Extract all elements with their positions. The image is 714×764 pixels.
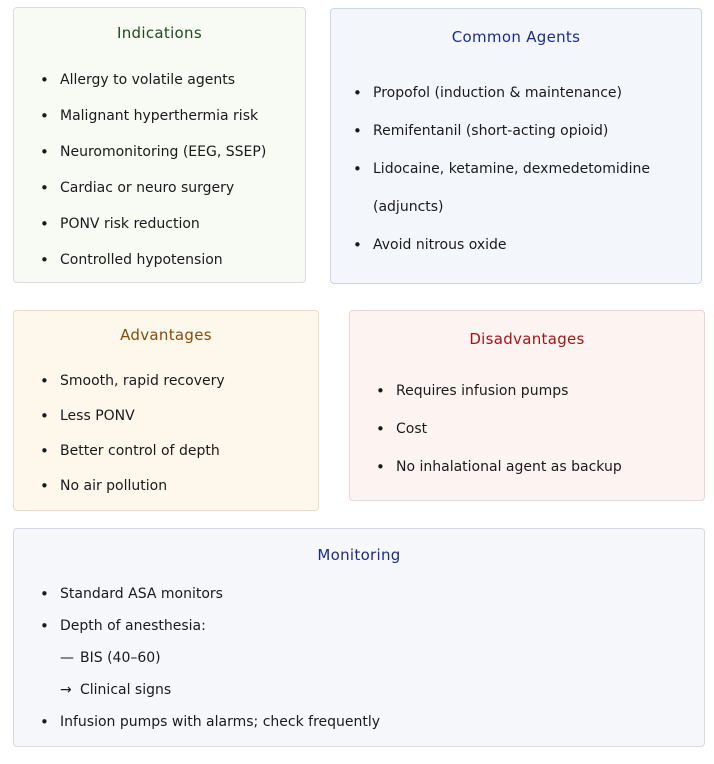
advantages-panel [13, 310, 319, 511]
list-item: • Neuromonitoring (EEG, SSEP) [36, 134, 305, 170]
common-agents-title: Common Agents [451, 28, 581, 46]
dash-marker: — [60, 650, 74, 666]
list-item: • Avoid nitrous oxide [349, 226, 701, 264]
disadvantages-list [350, 372, 704, 486]
disadvantages-title: Disadvantages [469, 330, 585, 348]
list-item: • Cost [372, 410, 704, 448]
list-item: • Infusion pumps with alarms; check frequently [36, 706, 704, 738]
list-item: • Allergy to volatile agents [36, 62, 305, 98]
list-item: • No air pollution [36, 469, 318, 504]
list-item: • Lidocaine, ketamine, dexmedetomidine (adjuncts) [349, 150, 701, 226]
sub-list-item [36, 674, 704, 706]
arrow-marker: → [60, 682, 72, 698]
list-item: • Controlled hypotension [36, 242, 305, 278]
monitoring-list [14, 578, 704, 738]
common-agents-panel [330, 8, 702, 284]
list-item: • No inhalational agent as backup [372, 448, 704, 486]
common-agents-list [331, 74, 701, 264]
indications-title: Indications [117, 24, 202, 42]
list-item: • Smooth, rapid recovery [36, 364, 318, 399]
sub-item-label: BIS (40–60) [80, 650, 161, 666]
list-item: • Less PONV [36, 399, 318, 434]
list-item: • PONV risk reduction [36, 206, 305, 242]
list-item: • Standard ASA monitors [36, 578, 704, 610]
indications-list [14, 62, 305, 278]
list-item: • Remifentanil (short-acting opioid) [349, 112, 701, 150]
list-item: • Depth of anesthesia: [36, 610, 704, 642]
disadvantages-panel [349, 310, 705, 501]
list-item: • Better control of depth [36, 434, 318, 469]
advantages-list [14, 364, 318, 504]
monitoring-panel [13, 528, 705, 747]
advantages-title: Advantages [120, 326, 212, 344]
list-item: • Propofol (induction & maintenance) [349, 74, 701, 112]
sub-item-label: Clinical signs [80, 682, 172, 698]
list-item: • Requires infusion pumps [372, 372, 704, 410]
indications-panel [13, 7, 306, 283]
list-item: • Cardiac or neuro surgery [36, 170, 305, 206]
list-item: • Malignant hyperthermia risk [36, 98, 305, 134]
monitoring-title: Monitoring [317, 546, 401, 564]
sub-list-item [36, 642, 704, 674]
